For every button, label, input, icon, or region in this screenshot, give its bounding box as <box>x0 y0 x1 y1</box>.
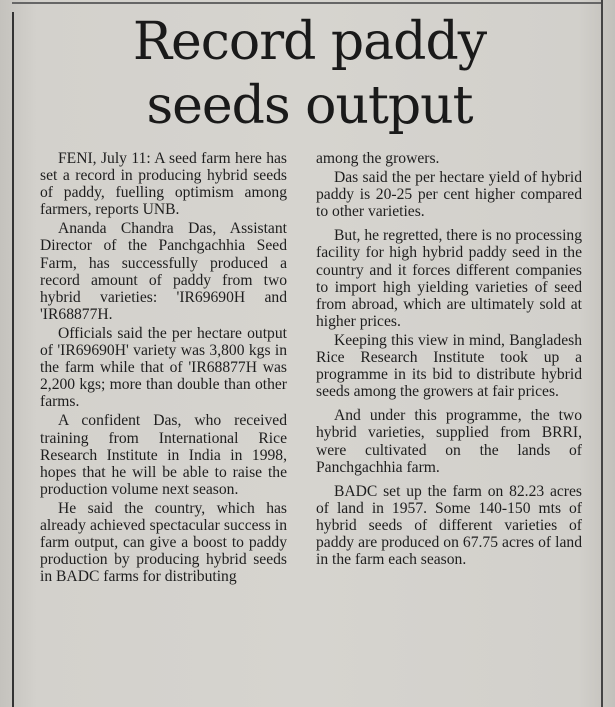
headline-line-1: Record paddy <box>132 12 487 72</box>
headline-line-2: seeds output <box>146 76 473 136</box>
left-column <box>40 150 287 587</box>
paragraph-cultivation: And under this programme, the two hybrid varieties, supplied from BRRI, were cultivated on the lands of Panchgachhia farm. <box>316 407 582 476</box>
right-column <box>316 150 582 570</box>
headline <box>22 10 597 138</box>
paragraph-brri-programme: Keeping this view in mind, Bangladesh Rice Research Institute took up a programme in its bid to distribute hybrid seeds among the growers at fair prices. <box>316 331 582 401</box>
paragraph-badc-farm: BADC set up the farm on 82.23 acres of land in 1957. Some 140-150 mts of hybrid seeds of different varieties of paddy are produced on 67.75 acres of land in the farm each season. <box>316 482 582 569</box>
left-column-rule <box>12 12 14 707</box>
paragraph-das-intro: Ananda Chandra Das, Assistant Director of the Panchgachhia Seed Farm, has successfully produced a record amount of paddy from two hybrid varieties: 'IR69690H and 'IR68877H. <box>40 220 287 323</box>
paragraph-dateline: FENI, July 11: A seed farm here has set a record in producing hybrid seeds of paddy, fuelling optimism among farmers, reports UNB. <box>40 150 287 219</box>
paragraph-yield: Das said the per hectare yield of hybrid paddy is 20-25 per cent higher compared to other varieties. <box>316 169 582 221</box>
paragraph-processing: But, he regretted, there is no processing facility for high hybrid paddy seed in the country and it forces different companies to import high yielding varieties of seed from abroad, which are ultimately sold at higher prices. <box>316 227 582 330</box>
right-column-rule <box>601 0 603 707</box>
paragraph-boost: He said the country, which has already achieved spectacular success in farm output, can give a boost to paddy production by producing hybrid seeds in BADC farms for distributing <box>40 499 287 586</box>
paragraph-output: Officials said the per hectare output of 'IR69690H' variety was 3,800 kgs in the farm while that of 'IR68877H was 2,200 kgs; more than double than other farms. <box>40 324 287 411</box>
paragraph-continuation: among the growers. <box>316 150 440 167</box>
paragraph-training: A confident Das, who received training from International Rice Research Institute in India in 1998, hopes that he will be able to raise the production volume next season. <box>40 412 287 498</box>
top-rule <box>12 2 601 4</box>
